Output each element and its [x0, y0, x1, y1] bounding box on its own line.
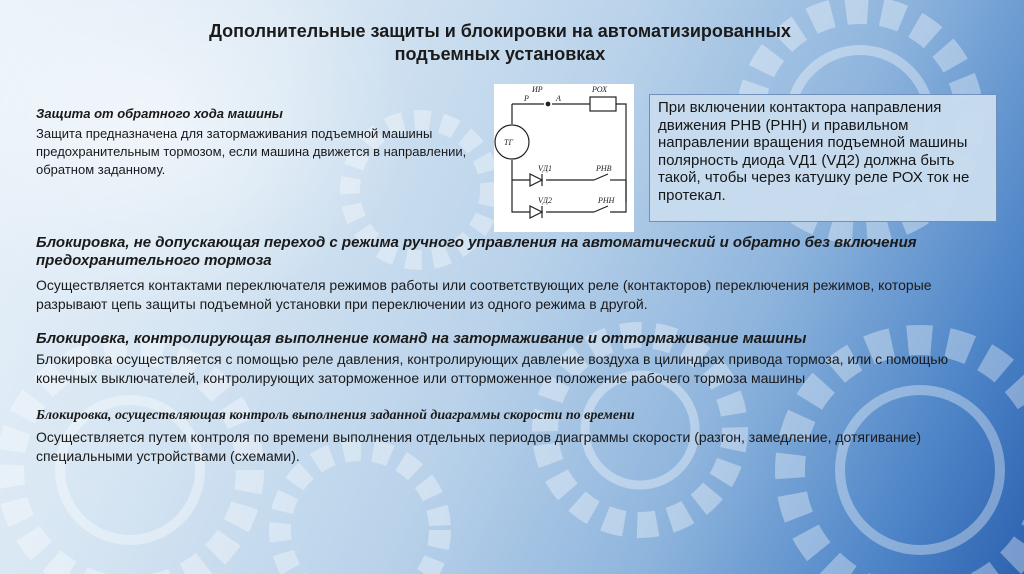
section2-heading: Блокировка, не допускающая переход с режима ручного управления на автоматический и обратно без включения предохранительного тормоза — [36, 234, 917, 269]
label-rnv: РНВ — [596, 164, 612, 173]
info-box-text: При включении контактора направления движения РНВ (РНН) и правильном направлении вращения подъемной машины полярность диода VД1 (VД2) должна быть такой, чтобы через катушку реле РОХ ток не протекал. — [658, 99, 970, 204]
label-vd2: VД2 — [538, 196, 552, 205]
section3-body: Блокировка осуществляется с помощью реле давления, контролирующих давление воздуха в цилиндрах привода тормоза, или с помощью конечных выключателей, контролирующих заторможенное или отторможенное положение рабочего тормоза машины — [36, 351, 949, 386]
title-line-2: подъемных установках — [394, 44, 606, 64]
section2-body: Осуществляется контактами переключателя режимов работы или соответствующих реле (контакторов) переключения режимов, которые разрывают цепь защиты подъемной установки при переключении из одного режима в другой. — [36, 277, 932, 312]
label-tg: ТГ — [504, 138, 513, 147]
label-p: Р — [524, 94, 529, 103]
label-ir: ИР — [532, 85, 543, 94]
section3-heading: Блокировка, контролирующая выполнение команд на затормаживание и оттормаживание машины — [36, 330, 807, 347]
page-title — [120, 20, 880, 66]
title-line-1: Дополнительные защиты и блокировки на автоматизированных — [209, 21, 791, 41]
label-a: А — [556, 94, 561, 103]
circuit-diagram — [494, 84, 634, 232]
section4-heading: Блокировка, осуществляющая контроль выполнения заданной диаграммы скорости по времени — [36, 408, 635, 423]
section1-heading: Защита от обратного хода машины — [36, 106, 283, 121]
label-vd1: VД1 — [538, 164, 552, 173]
section4-body: Осуществляется путем контроля по времени выполнения отдельных периодов диаграммы скорости (разгон, замедление, дотягивание) специальными устройствами (схемами). — [36, 429, 921, 464]
label-rox: РОХ — [592, 85, 608, 94]
info-box — [649, 94, 997, 222]
section1-body: Защита предназначена для затормаживания подъемной машины предохранительным тормозом, если машина движется в направлении, обратном заданному. — [36, 126, 467, 177]
label-rnn: РНН — [598, 196, 615, 205]
